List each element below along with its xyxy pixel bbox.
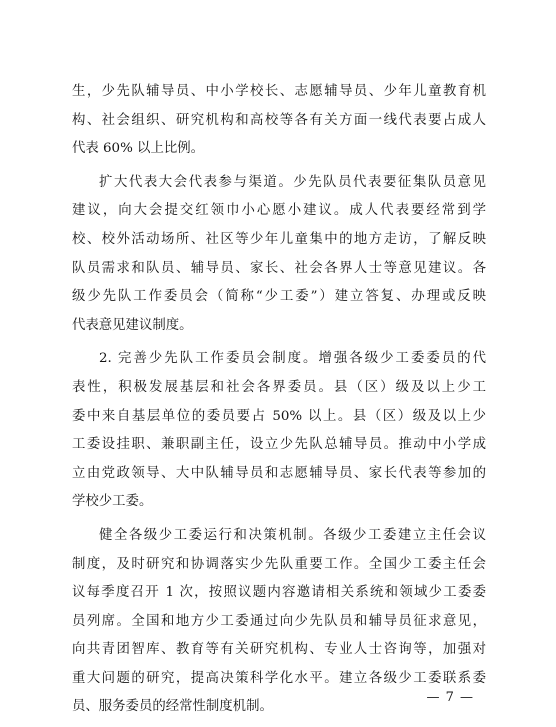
- paragraph: [72, 169, 486, 341]
- text-line: 健全各级少工委运行和决策机制。各级少工委建立主任会议: [99, 527, 486, 543]
- text-line: 员列席。全国和地方少工委通过向少先队员和辅导员征求意见，: [72, 613, 486, 629]
- text-line: 2. 完善少先队工作委员会制度。增强各级少工委委员的代: [99, 351, 486, 367]
- text-line: 员、服务委员的经常性制度机制。: [72, 699, 273, 715]
- paragraph: [72, 522, 486, 722]
- text-line: 代表 60% 以上比例。: [72, 141, 205, 157]
- text-line: 重大问题的研究，提高决策科学化水平。建立各级少工委联系委: [72, 670, 486, 686]
- text-line: 队员需求和队员、辅导员、家长、社会各界人士等意见建议。各: [72, 260, 486, 276]
- text-line: 向共青团智库、教育等有关研究机构、专业人士咨询等，加强对: [72, 642, 486, 658]
- page-number: — 7 —: [426, 690, 474, 705]
- text-line: 校、校外活动场所、社区等少年儿童集中的地方走访，了解反映: [72, 231, 486, 247]
- text-line: 扩大代表大会代表参与渠道。少先队员代表要征集队员意见: [99, 174, 486, 190]
- text-line: 制度，及时研究和协调落实少先队重要工作。全国少工委主任会: [72, 556, 486, 572]
- text-line: 代表意见建议制度。: [72, 317, 193, 333]
- paragraph: [72, 345, 486, 517]
- text-line: 工委设挂职、兼职副主任，设立少先队总辅导员。推动中小学成: [72, 437, 486, 453]
- text-line: 级少先队工作委员会（简称“少工委”）建立答复、办理或反映: [72, 289, 486, 305]
- text-line: 构、社会组织、研究机构和高校等各有关方面一线代表要占成人: [72, 112, 486, 128]
- text-line: 议每季度召开 1 次，按照议题内容邀请相关系统和领域少工委委: [72, 585, 486, 601]
- body-text: [72, 78, 486, 722]
- text-line: 建议，向大会提交红领巾小心愿小建议。成人代表要经常到学: [72, 203, 486, 219]
- text-line: 表性，积极发展基层和社会各界委员。县（区）级及以上少工: [72, 379, 486, 395]
- text-line: 委中来自基层单位的委员要占 50% 以上。县（区）级及以上少: [72, 408, 486, 424]
- text-line: 生，少先队辅导员、中小学校长、志愿辅导员、少年儿童教育机: [72, 84, 486, 99]
- paragraph: [72, 78, 486, 164]
- text-line: 立由党政领导、大中队辅导员和志愿辅导员、家长代表等参加的: [72, 465, 486, 481]
- text-line: 学校少工委。: [72, 494, 153, 510]
